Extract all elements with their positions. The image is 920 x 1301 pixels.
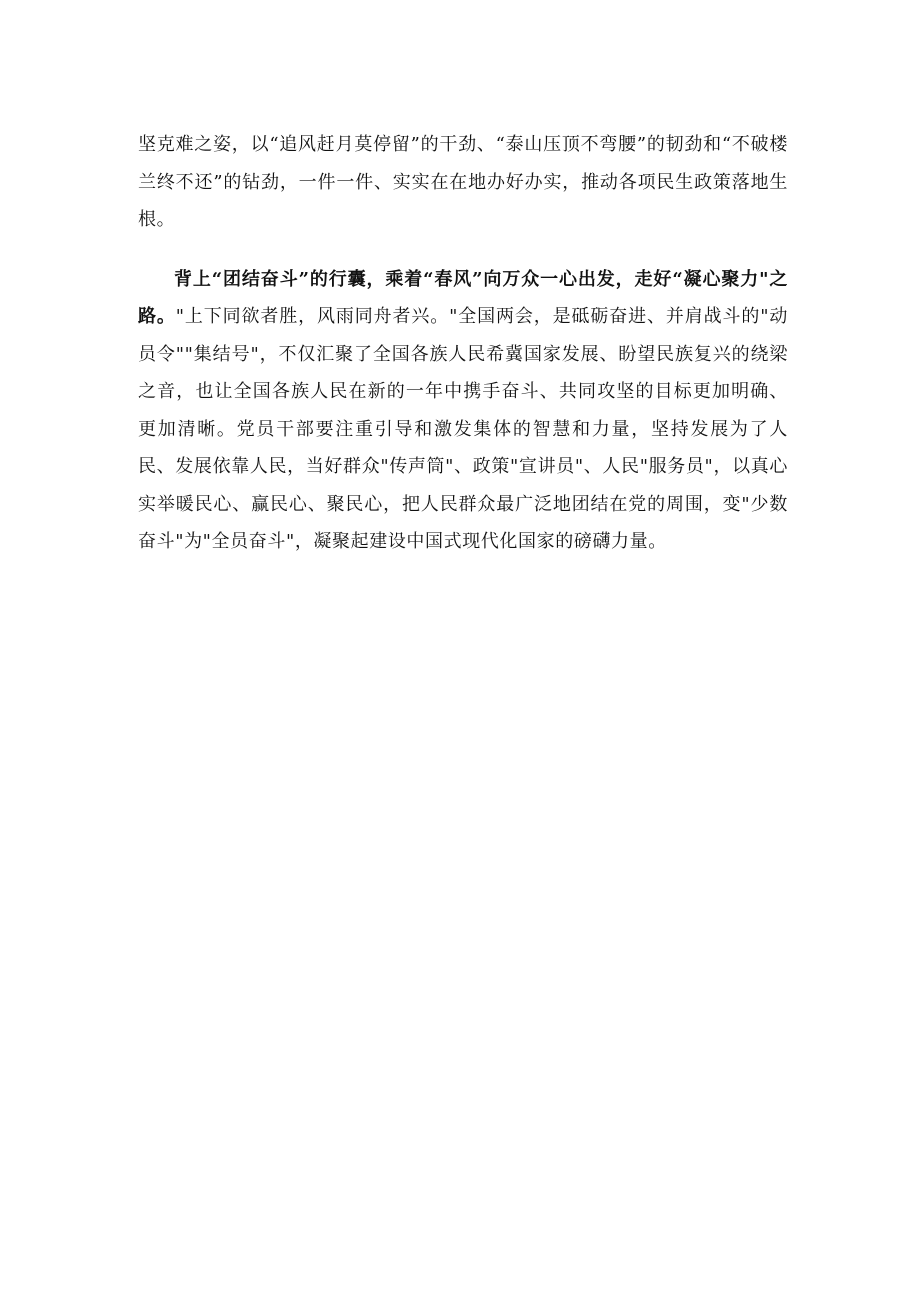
paragraph-1-text: 坚克难之姿，以“追风赶月莫停留”的干劲、“泰山压顶不弯腰”的韧劲和“不破楼兰终不还”的钻劲，一件一件、实实在在地办好办实，推动各项民生政策落地生根。	[138, 134, 788, 230]
paragraph-2	[138, 261, 788, 561]
paragraph-1	[138, 126, 788, 239]
paragraph-2-lead: 背上“团结奋斗”的行囊，乘着“春风”向万众一心出发，走好“凝心聚力"之路。	[138, 268, 788, 327]
document-body	[138, 126, 788, 561]
paragraph-2-text: "上下同欲者胜，风雨同舟者兴。"全国两会，是砥砺奋进、并肩战斗的"动员令""集结号"，不仅汇聚了全国各族人民希冀国家发展、盼望民族复兴的绕梁之音，也让全国各族人民在新的一年中携手奋斗、共同攻坚的目标更加明确、更加清晰。党员干部要注重引导和激发集体的智慧和力量，坚持发展为了人民、发展依靠人民，当好群众"传声筒"、政策"宣讲员"、人民"服务员"，以真心实举暖民心、赢民心、聚民心，把人民群众最广泛地团结在党的周围，变"少数奋斗"为"全员奋斗"，凝聚起建设中国式现代化国家的磅礴力量。	[138, 306, 789, 552]
